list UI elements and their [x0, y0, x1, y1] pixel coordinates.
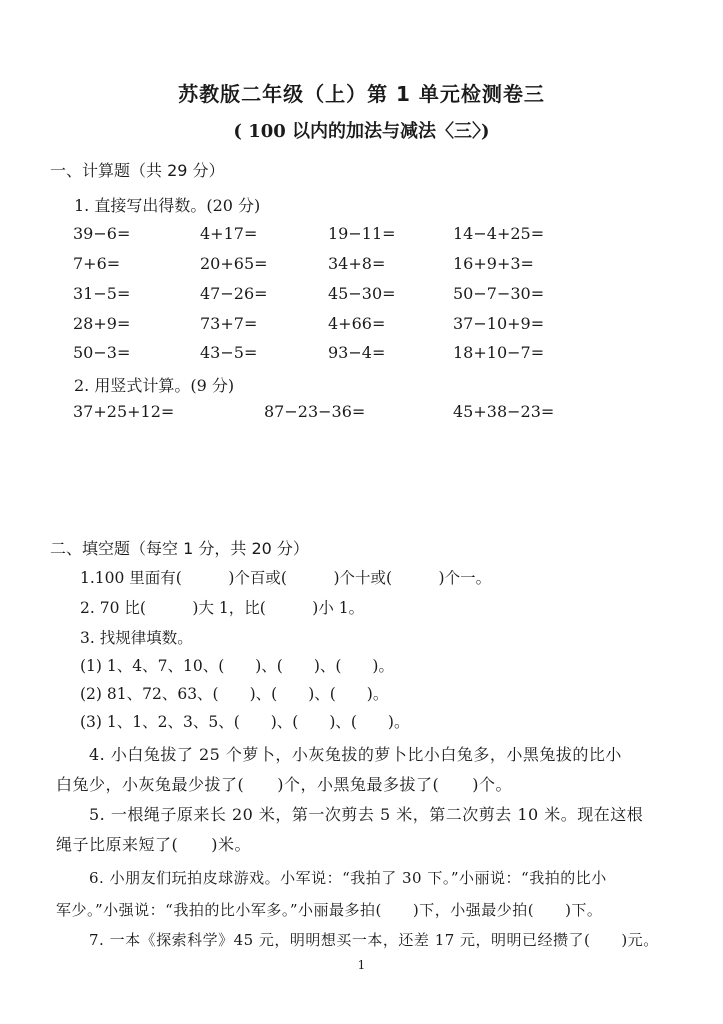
section-2-heading: 二、填空题（每空 1 分，共 20 分） [50, 539, 309, 558]
vertical-calc-item: 45+38−23= [453, 402, 555, 421]
fill-question-3-heading: 3. 找规律填数。 [80, 629, 193, 647]
vertical-calc-item: 87−23−36= [264, 402, 366, 421]
fill-question-1: 1.100 里面有( )个百或( )个十或( )个一。 [80, 569, 492, 587]
section-1-heading: 一、计算题（共 29 分） [50, 161, 225, 180]
page-subtitle: ( 100 以内的加法与减法〈三〉) [233, 121, 490, 142]
pattern-row: (1) 1、4、7、10、( )、( )、( )。 [80, 657, 394, 675]
calc-item: 50−7−30= [453, 284, 545, 303]
page-number: 1 [357, 958, 366, 972]
calc-item: 31−5= [73, 284, 131, 303]
fill-question-4-line-2: 白兔少，小灰兔最少拔了( )个，小黑兔最多拔了( )个。 [56, 775, 512, 794]
calc-item: 43−5= [200, 343, 258, 362]
calc-item: 4+17= [200, 224, 258, 243]
calc-item: 34+8= [328, 254, 386, 273]
calc-item: 93−4= [328, 343, 386, 362]
calc-item: 18+10−7= [453, 343, 545, 362]
calc-item: 73+7= [200, 314, 258, 333]
fill-question-5-line-2: 绳子比原来短了( )米。 [56, 835, 251, 854]
calc-item: 20+65= [200, 254, 268, 273]
fill-question-7: 7. 一本《探索科学》45 元，明明想买一本，还差 17 元，明明已经攒了( )元。 [89, 931, 659, 949]
fill-question-4-line-1: 4. 小白兔拔了 25 个萝卜，小灰兔拔的萝卜比小白兔多，小黑兔拔的比小 [89, 745, 622, 764]
calc-item: 28+9= [73, 314, 131, 333]
page-title: 苏教版二年级（上）第 1 单元检测卷三 [178, 82, 545, 106]
calc-item: 19−11= [328, 224, 396, 243]
fill-question-6-line-1: 6. 小朋友们玩拍皮球游戏。小军说：“我拍了 30 下。”小丽说：“我拍的比小 [89, 869, 607, 887]
calc-item: 47−26= [200, 284, 268, 303]
pattern-row: (2) 81、72、63、( )、( )、( )。 [80, 685, 389, 703]
pattern-row: (3) 1、1、2、3、5、( )、( )、( )。 [80, 713, 410, 731]
calc-item: 37−10+9= [453, 314, 545, 333]
fill-question-2: 2. 70 比( )大 1，比( )小 1。 [80, 599, 365, 617]
fill-question-5-line-1: 5. 一根绳子原来长 20 米，第一次剪去 5 米，第二次剪去 10 米。现在这根 [89, 805, 644, 824]
fill-question-6-line-2: 军少。”小强说：“我拍的比小军多。”小丽最多拍( )下，小强最少拍( )下。 [56, 901, 603, 919]
calc-item: 39−6= [73, 224, 131, 243]
calc-item: 50−3= [73, 343, 131, 362]
question-1-1-heading: 1. 直接写出得数。(20 分) [74, 196, 261, 215]
vertical-calc-item: 37+25+12= [73, 402, 175, 421]
question-1-2-heading: 2. 用竖式计算。(9 分) [74, 376, 235, 395]
calc-item: 7+6= [73, 254, 121, 273]
calc-item: 16+9+3= [453, 254, 534, 273]
calc-item: 45−30= [328, 284, 396, 303]
calc-item: 14−4+25= [453, 224, 545, 243]
calc-item: 4+66= [328, 314, 386, 333]
